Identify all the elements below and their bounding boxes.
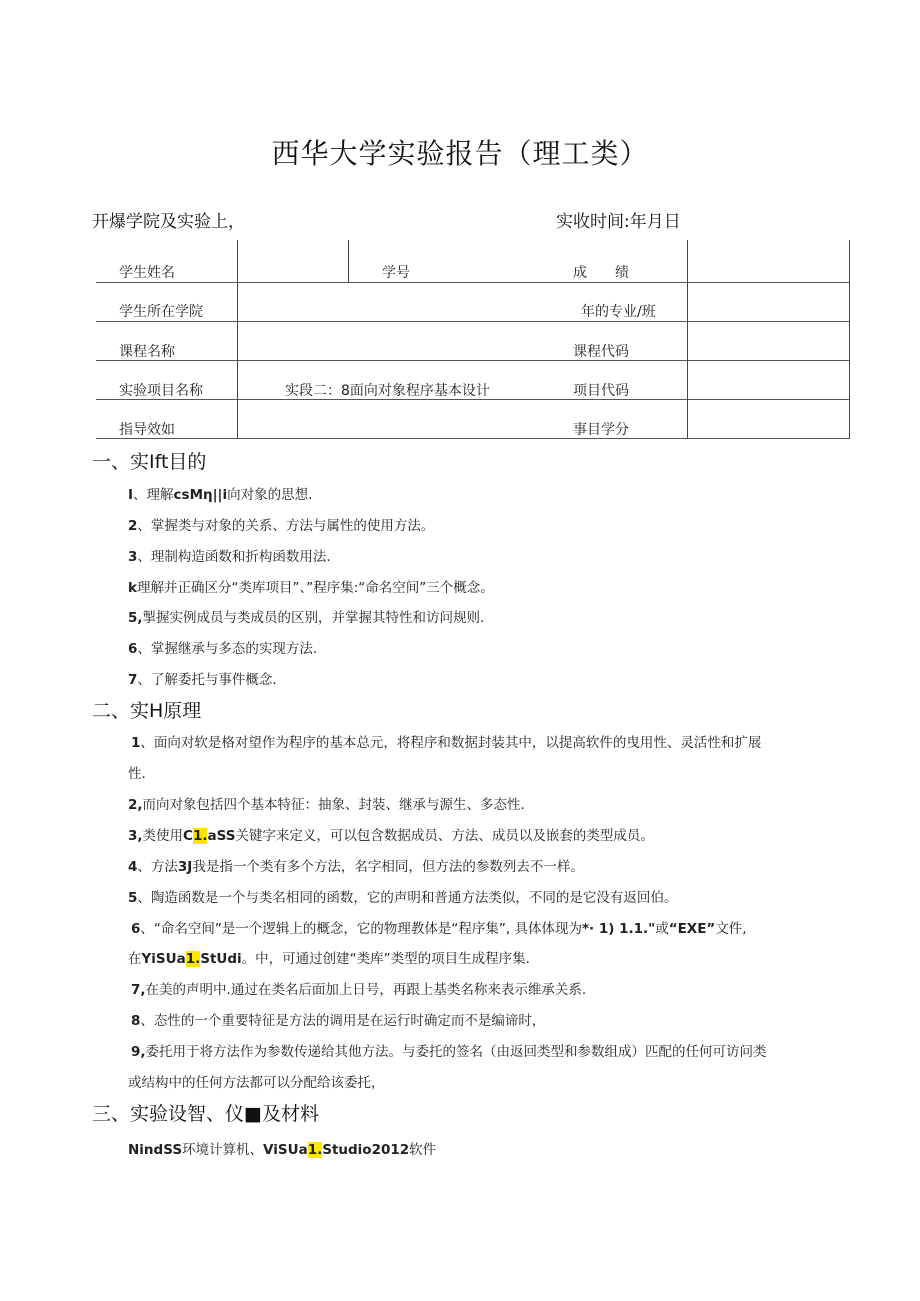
project-name-label: 实验项目名称 — [119, 383, 203, 399]
paragraph: 9,委托用于将方法作为参数传递给其他方法。与委托的签名（由返回类型和参数组成）匹配的任何可访问类 — [131, 1044, 767, 1060]
paragraph: 5、陶造函数是一个与类名相同的函数，它的声明和普通方法类似，不同的是它没有返回伯。 — [128, 890, 678, 906]
highlight-mark: 1. — [307, 1142, 323, 1158]
student-name-label: 学生姓名 — [119, 265, 175, 281]
section-heading-principle: 二、实H原理 — [92, 700, 202, 722]
project-name-value: 实段二：8面向对象程序基本设计 — [285, 383, 490, 399]
equipment-line: NindSS环境计算机、ViSUa1.Studio2012软件 — [128, 1142, 437, 1158]
list-item: I、理解csMη||i向对象的思想. — [128, 487, 313, 503]
course-code-label: 课程代码 — [573, 344, 629, 360]
paragraph: 6、“命名空间”是一个逻辑上的概念，它的物理教体是“程序集”, 具体体现为*· 1) 1.1."或“EXE”文件, — [131, 921, 747, 937]
major-class-label: 年的专业/班 — [581, 304, 656, 320]
highlight-mark: 1. — [185, 951, 201, 967]
project-code-label: 项目代码 — [573, 383, 629, 399]
paragraph-continuation: 在YiSUa1.StUdi。中，可通过创建“类库”类型的项目生成程序集. — [128, 951, 530, 967]
list-item: 5,掣握实例成员与类成员的区别，并掌握其特性和访问规则. — [128, 610, 485, 626]
paragraph-continuation: 或结构中的任何方法都可以分配给该委托， — [128, 1075, 385, 1091]
header-date: 实收时间:年月日 — [556, 212, 681, 232]
header-college-lab: 开爆学院及实验上， — [92, 212, 245, 232]
course-name-label: 课程名称 — [119, 344, 175, 360]
student-id-label: 学号 — [382, 265, 410, 281]
highlight-mark: 1. — [192, 828, 208, 844]
page-title: 西华大学实验报告（理工类） — [271, 137, 649, 170]
section-heading-equipment: 三、实验设智、仪■及材料 — [92, 1103, 319, 1125]
list-item: k理解并正确区分“类库项目”、”程序集:“命名空间”三个概念。 — [128, 580, 494, 596]
paragraph: 2,而向对象包括四个基本特征：抽象、封装、继承与源生、多态性. — [128, 797, 525, 813]
college-label: 学生所在学院 — [119, 304, 203, 320]
instructor-label: 指导效如 — [119, 422, 175, 438]
credit-label: 事目学分 — [573, 422, 629, 438]
list-item: 7、了解委托与事件概念. — [128, 672, 277, 688]
paragraph-continuation: 性. — [128, 766, 146, 782]
score-label: 成 绩 — [573, 265, 629, 281]
paragraph: 7,在美的声明中.通过在类名后面加上日号，再跟上基类名称来表示维承关系. — [131, 982, 587, 998]
paragraph: 4、方法3J我是指一个类有多个方法，名字相同，但方法的参数列去不一样。 — [128, 859, 584, 875]
list-item: 6、掌握继承与多态的实现方法. — [128, 641, 318, 657]
paragraph: 8、态性的一个重要特征是方法的调用是在运行时确定而不是编谛时， — [131, 1013, 546, 1029]
paragraph: 1、面向对软是格对望作为程序的基本总元，将程序和数据封装其中，以提高软件的曳用性、灵活性和扩展 — [131, 735, 762, 751]
paragraph: 3,类使用C1.aSS关键字来定义，可以包含数据成员、方法、成员以及嵌套的类型成员。 — [128, 828, 654, 844]
list-item: 3、理制构造函数和折构函数用法. — [128, 549, 331, 565]
section-heading-purpose: 一、实Ift目的 — [92, 451, 207, 473]
list-item: 2、掌握类与对象的关系、方法与属性的使用方法。 — [128, 518, 435, 534]
